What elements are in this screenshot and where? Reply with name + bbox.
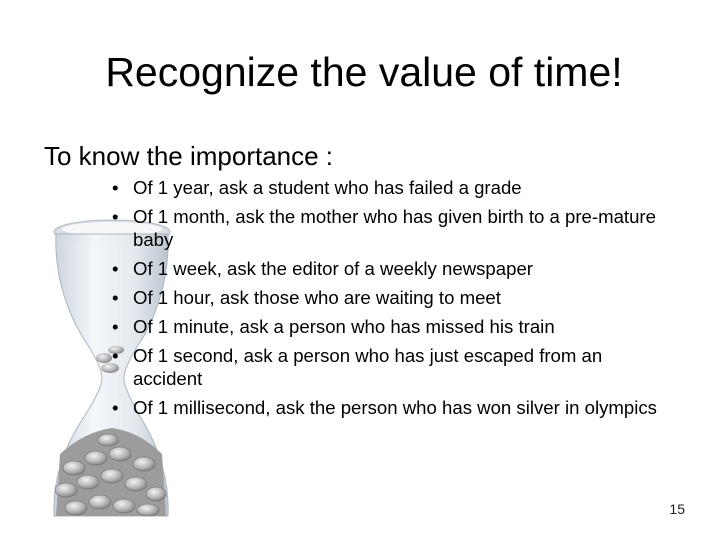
bullet-item	[112, 315, 672, 338]
bullet-item	[112, 257, 672, 280]
bullet-item	[112, 176, 672, 199]
bullet-item	[112, 286, 672, 309]
bullet-text: Of 1 hour, ask those who are waiting to meet	[133, 287, 501, 308]
bullet-item	[112, 344, 672, 390]
bullet-dot: •	[112, 397, 119, 418]
bullet-item	[112, 396, 672, 419]
page-number: 15	[669, 501, 685, 517]
slide-subtitle: To know the importance :	[44, 141, 334, 171]
slide-title: Recognize the value of time!	[105, 49, 623, 95]
bullet-dot: •	[112, 258, 119, 279]
bullet-list	[112, 176, 672, 425]
bullet-dot: •	[112, 345, 119, 366]
bullet-text: Of 1 month, ask the mother who has given birth to a pre-mature baby	[133, 206, 656, 250]
bullet-text: Of 1 millisecond, ask the person who has won silver in olympics	[133, 397, 657, 418]
bullet-text: Of 1 week, ask the editor of a weekly newspaper	[133, 258, 533, 279]
bullet-dot: •	[112, 316, 119, 337]
bullet-dot: •	[112, 177, 119, 198]
bullet-dot: •	[112, 287, 119, 308]
bullet-text: Of 1 minute, ask a person who has missed his train	[133, 316, 555, 337]
bullet-text: Of 1 year, ask a student who has failed a grade	[133, 177, 522, 198]
bullet-item	[112, 205, 672, 251]
bullet-dot: •	[112, 206, 119, 227]
bullet-text: Of 1 second, ask a person who has just escaped from an accident	[133, 345, 603, 389]
